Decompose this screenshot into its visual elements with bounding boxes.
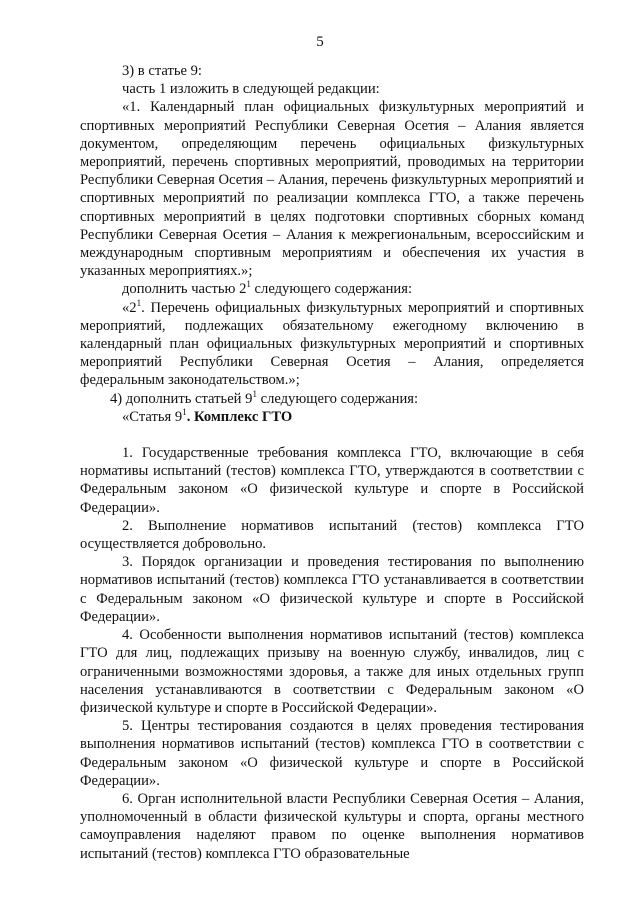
item-4: 4. Особенности выполнения нормативов испытаний (тестов) комплекса ГТО для лиц, подлежащих призыву на военную службу, инвалидов, лиц с ограниченными возможностями здоровья, а также для иных отдельных групп населения устанавливаются в соответствии с Федеральным законом «О физической культуре и спорте в Российской Федерации». — [80, 627, 584, 716]
article9-1-intro — [80, 390, 584, 408]
article-heading-title: . Комплекс ГТО — [186, 408, 293, 425]
part2-intro-sup: 1 — [246, 279, 251, 290]
article9-intro: 3) в статье 9: — [122, 63, 202, 79]
part2-number-sup: 1 — [136, 297, 142, 308]
section-gap — [80, 426, 584, 444]
article9-1-intro-text: 4) дополнить статьей 9 — [110, 390, 253, 407]
item-6: 6. Орган исполнительной власти Республики Северная Осетия – Алания, уполномоченный в области физической культуры и спорта, органы местного самоуправления наделяют правом по оценке выполнения нормативов испытаний (тестов) комплекса ГТО образовательные — [80, 790, 584, 862]
part2-number: «2 — [122, 299, 137, 316]
article9-1-intro-rest: следующего содержания: — [256, 390, 419, 407]
item-2: 2. Выполнение нормативов испытаний (тестов) комплекса ГТО осуществляется добровольно. — [80, 517, 584, 553]
part2-text — [80, 299, 584, 390]
item-1: 1. Государственные требования комплекса ГТО, включающие в себя нормативы испытаний (тестов) комплекса ГТО, утверждаются в соответствии с Федеральным законом «О физической культуре и спорте в Российской Федерации». — [80, 445, 584, 516]
part2-intro — [80, 280, 584, 298]
article9-1-intro-sup: 1 — [252, 388, 257, 399]
article-heading-sup: 1 — [182, 407, 187, 417]
article-heading-prefix: «Статья 9 — [122, 408, 183, 425]
part2-body: . Перечень официальных физкультурных мероприятий и спортивных мероприятий, подлежащих обязательному ежегодному включению в календарный план официальных физкультурных мероприятий и спортивных мероприятий Республики Северная Осетия – Алания, определяется федеральным законодательством.»; — [80, 299, 584, 389]
part2-intro-rest: следующего содержания: — [250, 281, 413, 298]
page-number: 5 — [316, 34, 324, 50]
document-body — [80, 62, 584, 863]
item-5: 5. Центры тестирования создаются в целях проведения тестирования выполнения нормативов испытаний (тестов) комплекса ГТО в соответствии с Федеральным законом «О физической культуре и спорте в Российской Федерации». — [80, 718, 584, 789]
item-3: 3. Порядок организации и проведения тестирования по выполнению нормативов испытаний (тестов) комплекса ГТО устанавливается в соответствии с Федеральным законом «О физической культуре и спорте в Российской Федерации». — [80, 554, 584, 625]
part1-intro: часть 1 изложить в следующей редакции: — [122, 81, 380, 98]
article9-1-heading — [80, 408, 584, 426]
part1-text: «1. Календарный план официальных физкультурных мероприятий и спортивных мероприятий Республики Северная Осетия – Алания является документом, определяющим перечень официальных физкультурных мероприятий, перечень спортивных мероприятий, проводимых на территории Республики Северная Осетия – Алания, перечень физкультурных мероприятий и спортивных мероприятий по реализации комплекса ГТО, а также перечень спортивных мероприятий в целях подготовки спортивных сборных команд Республики Северная Осетия – Алания к межрегиональным, всероссийским и международным спортивным мероприятиям и обеспечения их участия в указанных мероприятиях.»; — [80, 99, 584, 280]
part2-intro-text: дополнить частью 2 — [122, 281, 247, 298]
